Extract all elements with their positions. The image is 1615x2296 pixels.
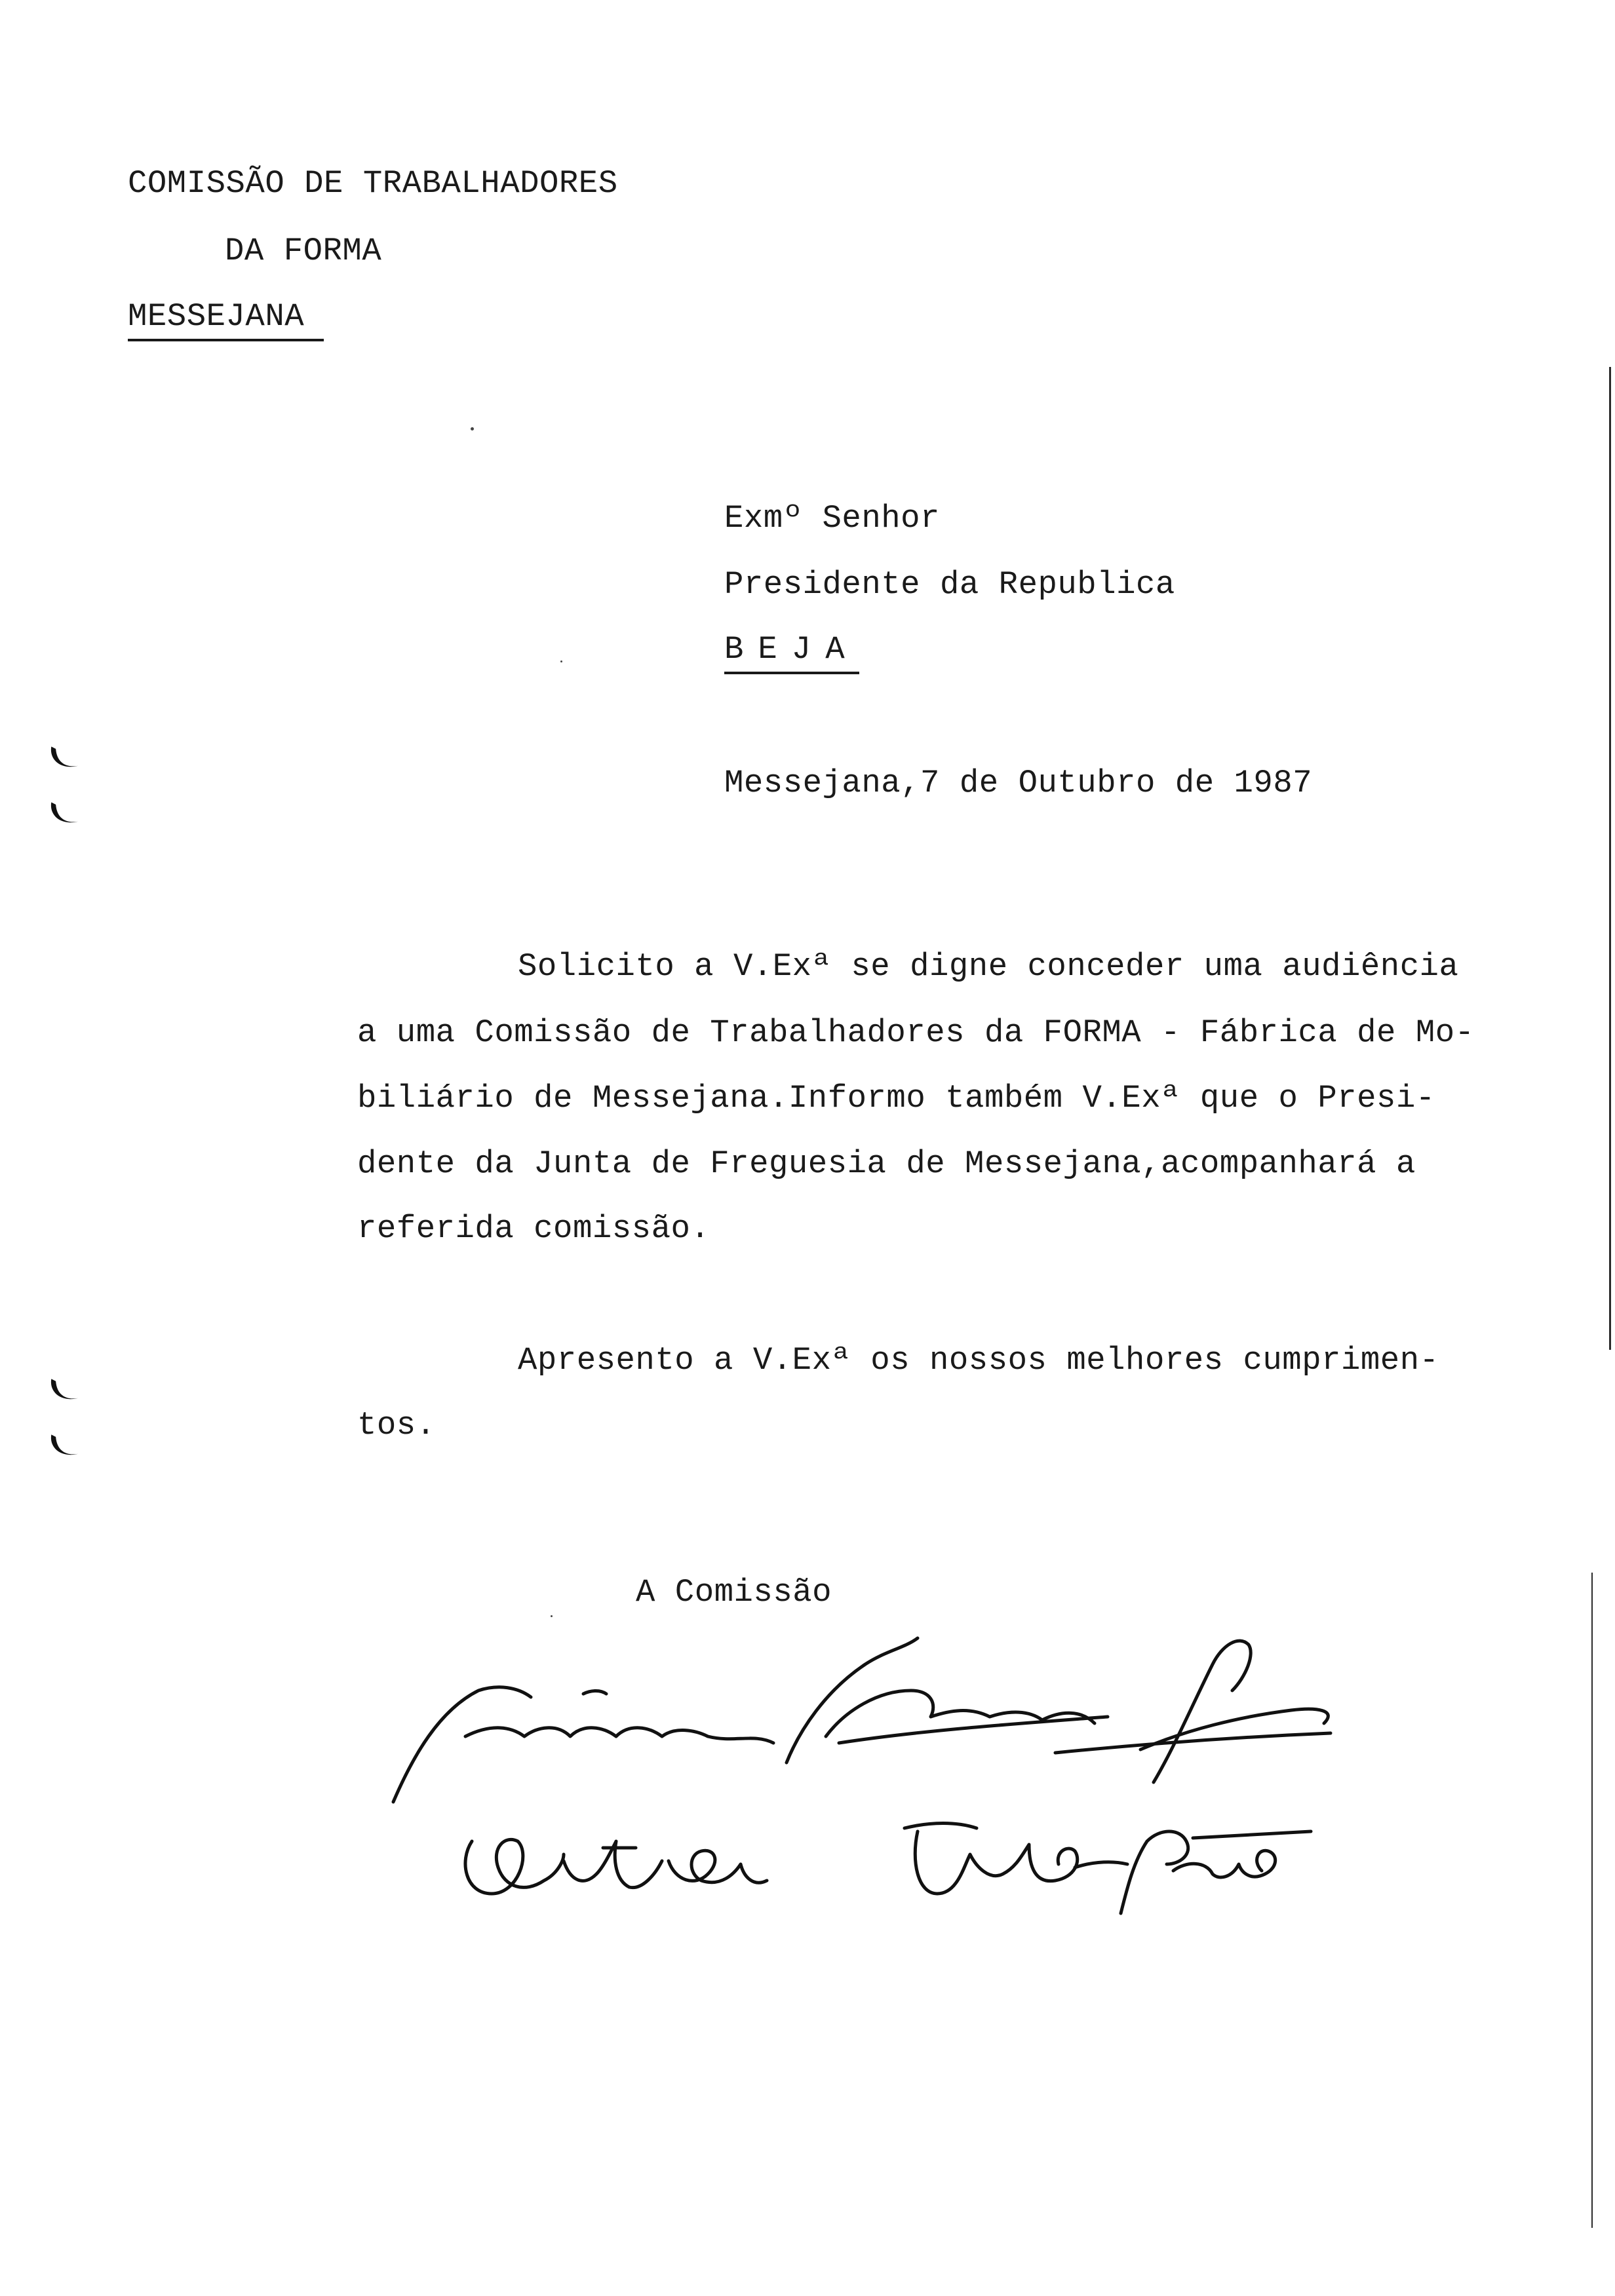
signature-1-stroke-a bbox=[393, 1687, 531, 1802]
closing: A Comissão bbox=[636, 1574, 832, 1611]
signature-1-stroke-b bbox=[465, 1728, 773, 1743]
signature-1-stroke-i bbox=[1055, 1733, 1331, 1753]
signature-2-stroke-d bbox=[669, 1850, 767, 1883]
body-p1-line-4: dente da Junta de Freguesia de Messejana,acompanhará a bbox=[357, 1145, 1416, 1182]
body-p1-line-3: biliário de Messejana.Informo também V.Exª que o Presi- bbox=[357, 1080, 1435, 1117]
body-p1-line-1: Solicito a V.Exª se digne conceder uma audiência bbox=[518, 948, 1459, 985]
signature-2-stroke-i bbox=[1173, 1850, 1275, 1877]
signature-2-stroke-e bbox=[905, 1824, 977, 1829]
body-p1-line-2: a uma Comissão de Trabalhadores da FORMA - Fábrica de Mo- bbox=[357, 1014, 1475, 1051]
signature-1-stroke-g bbox=[1154, 1641, 1251, 1782]
body-p1-line-5: referida comissão. bbox=[357, 1210, 710, 1247]
signature-2-stroke-h bbox=[1121, 1831, 1188, 1913]
recipient-city: BEJA bbox=[724, 631, 859, 674]
signature-2-stroke-a bbox=[465, 1839, 564, 1894]
binder-mark-1 bbox=[45, 740, 84, 780]
signature-1-stroke-f bbox=[839, 1717, 1108, 1743]
scan-speck-3 bbox=[551, 1615, 553, 1617]
sender-line-1: COMISSÃO DE TRABALHADORES bbox=[128, 165, 618, 202]
signature-1-stroke-c bbox=[583, 1691, 606, 1694]
recipient-title: Presidente da Republica bbox=[724, 566, 1175, 603]
scan-speck-2 bbox=[560, 660, 562, 662]
date-line: Messejana,7 de Outubro de 1987 bbox=[724, 765, 1313, 801]
binder-mark-4 bbox=[45, 1428, 84, 1468]
scan-edge-line-1 bbox=[1609, 367, 1611, 1350]
signature-1-stroke-d bbox=[787, 1638, 918, 1763]
binder-mark-3 bbox=[45, 1373, 84, 1412]
sender-line-2: DA FORMA bbox=[225, 233, 382, 269]
scan-speck-1 bbox=[471, 427, 474, 430]
signature-2-stroke-f bbox=[915, 1831, 1078, 1894]
signature-strokes bbox=[367, 1612, 1350, 1953]
recipient-salutation: Exmº Senhor bbox=[724, 500, 940, 537]
signature-2-stroke-j bbox=[1193, 1831, 1311, 1838]
body-p2-line-1: Apresento a V.Exª os nossos melhores cumprimen- bbox=[518, 1342, 1439, 1379]
body-p2-line-2: tos. bbox=[357, 1407, 436, 1444]
scan-edge-line-2 bbox=[1591, 1573, 1593, 2228]
binder-mark-2 bbox=[45, 796, 84, 835]
signature-2-stroke-g bbox=[1075, 1862, 1127, 1867]
sender-line-3: MESSEJANA bbox=[128, 298, 324, 341]
